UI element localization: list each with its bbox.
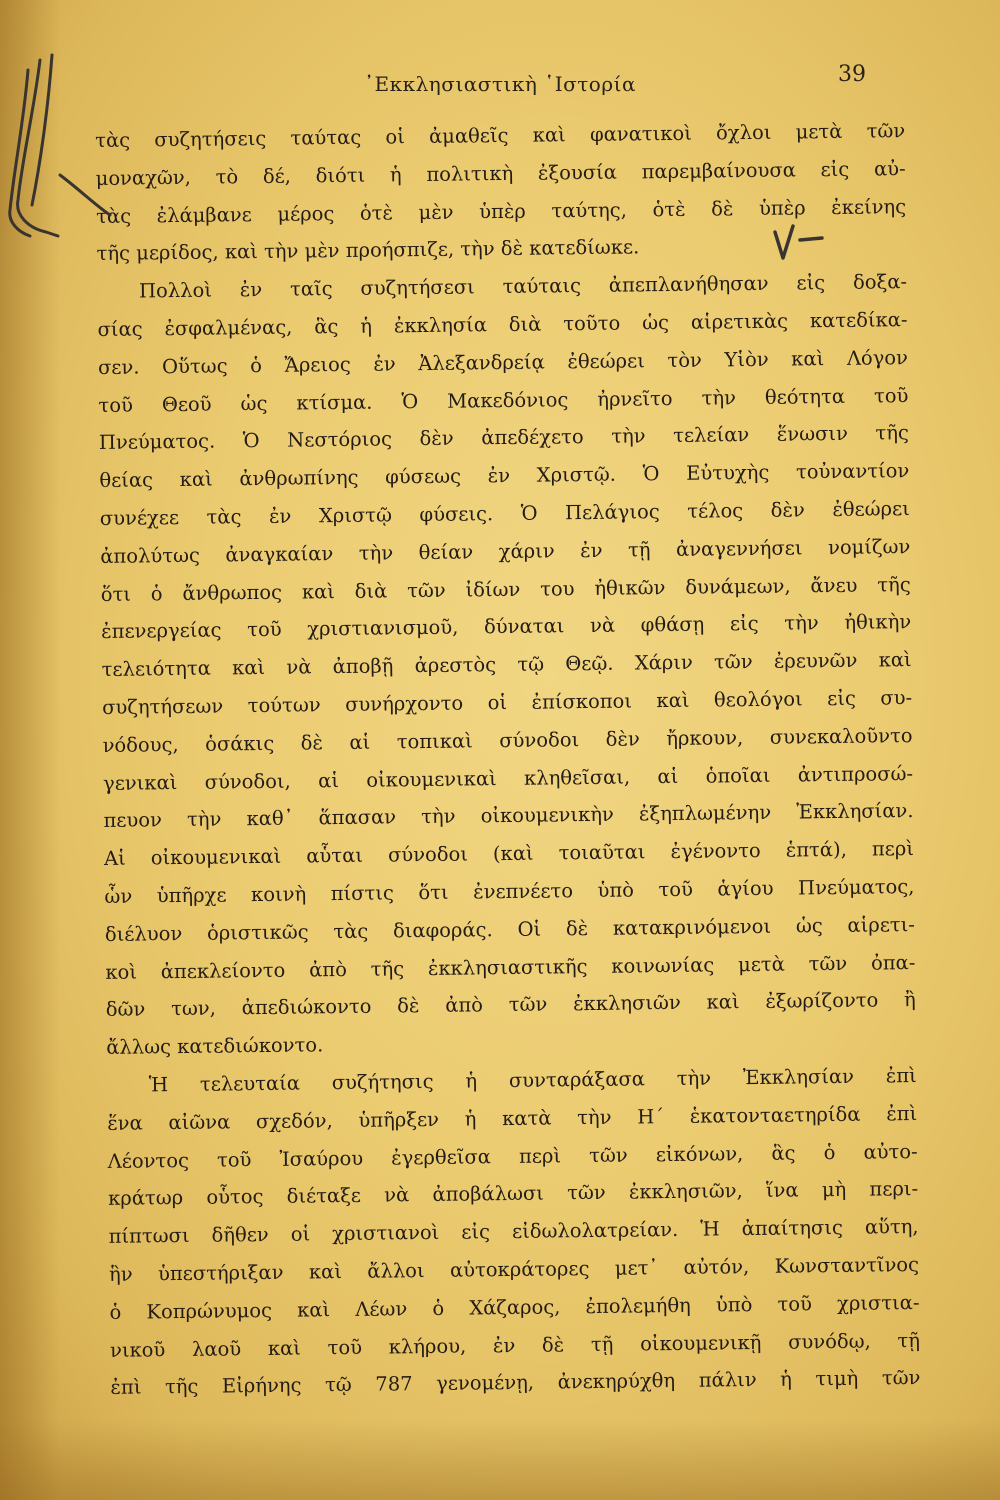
text-line: ὅτι ὁ ἄνθρωπος καὶ διὰ τῶν ἰδίων του ἠθικῶν δυνάμεων, ἄνευ τῆς	[100, 572, 911, 606]
text-line: Λέοντος τοῦ Ἰσαύρου ἐγερθεῖσα περὶ τῶν εἰκόνων, ἃς ὁ αὐτο-	[107, 1139, 918, 1173]
text-line: τὰς ἐλάμβανε μέρος ὁτὲ μὲν ὑπὲρ ταύτης, ὁτὲ δὲ ὑπὲρ ἐκείνης	[96, 194, 907, 228]
text-line: ἣν ὑπεστήριξαν καὶ ἄλλοι αὐτοκράτορες μετ᾽ αὐτόν, Κωνσταντῖνος	[108, 1252, 920, 1286]
text-line: τοῦ Θεοῦ ὡς κτίσμα. Ὁ Μακεδόνιος ἠρνεῖτο τὴν θεότητα τοῦ	[98, 383, 909, 417]
text-line: μοναχῶν, τὸ δέ, διότι ἡ πολιτικὴ ἐξουσία παρεμβαίνουσα εἰς αὐ-	[95, 156, 906, 190]
text-line: τελειότητα καὶ νὰ ἀποβῇ ἀρεστὸς τῷ Θεῷ. Χάριν τῶν ἐρευνῶν καὶ	[101, 648, 912, 682]
text-line: ἀπολύτως ἀναγκαίαν τὴν θείαν χάριν ἐν τῇ ἀναγεννήσει νομίζων	[100, 534, 911, 568]
text-line: συζητήσεων τούτων συνήρχοντο οἱ ἐπίσκοποι καὶ θεολόγοι εἰς συ-	[102, 686, 913, 719]
text-line: πευον τὴν καθ᾽ ἅπασαν τὴν οἰκουμενικὴν ἐξηπλωμένην Ἐκκλησίαν.	[103, 799, 914, 833]
paragraph-start-line: Πολλοὶ ἐν ταῖς συζητήσεσι ταύταις ἀπεπλανήθησαν εἰς δοξα-	[138, 270, 908, 303]
text-line: νόδους, ὁσάκις δὲ αἱ τοπικαὶ σύνοδοι δὲν ἤρκουν, συνεκαλοῦντο	[102, 723, 913, 757]
text-line: ἕνα αἰῶνα σχεδόν, ὑπῆρξεν ἡ κατὰ τὴν Η΄ ἑκατονταετηρίδα ἐπὶ	[107, 1101, 918, 1135]
running-title: ᾽Εκκλησιαστικὴ ῾Ιστορία	[364, 72, 636, 96]
page-number: 39	[838, 62, 866, 87]
paragraph-start-line: Ἡ τελευταία συζήτησις ἡ συνταράξασα τὴν Ἐκκλησίαν ἐπὶ	[148, 1063, 917, 1097]
text-line: τὰς συζητήσεις ταύτας οἱ ἀμαθεῖς καὶ φανατικοὶ ὄχλοι μετὰ τῶν	[95, 119, 906, 152]
body-text	[95, 112, 921, 1407]
text-line: θείας καὶ ἀνθρωπίνης φύσεως ἐν Χριστῷ. Ὁ Εὐτυχὴς τοὐναντίον	[99, 459, 910, 493]
text-line: ὧν ὑπῆρχε κοινὴ πίστις ὅτι ἐνεπνέετο ὑπὸ τοῦ ἁγίου Πνεύματος,	[104, 874, 915, 908]
text-line: σίας ἐσφαλμένας, ἃς ἡ ἐκκλησία διὰ τοῦτο ὡς αἱρετικὰς κατεδίκα-	[97, 308, 908, 341]
text-line: ἐπὶ τῆς Εἰρήνης τῷ 787 γενομένῃ, ἀνεκηρύχθη πάλιν ἡ τιμὴ τῶν	[110, 1366, 921, 1400]
text-line: νικοῦ λαοῦ καὶ τοῦ κλήρου, ἐν δὲ τῇ οἰκουμενικῇ συνόδῳ, τῇ	[109, 1328, 921, 1362]
text-line: δῶν των, ἀπεδιώκοντο δὲ ἀπὸ τῶν ἐκκλησιῶν καὶ ἐξωρίζοντο ἢ	[105, 988, 916, 1022]
text-line: κράτωρ οὗτος διέταξε νὰ ἀποβάλωσι τῶν ἐκκλησιῶν, ἵνα μὴ περι-	[108, 1177, 919, 1211]
text-line: σεν. Οὕτως ὁ Ἄρειος ἐν Ἀλεξανδρείᾳ ἐθεώρει τὸν Υἱὸν καὶ Λόγον	[97, 345, 909, 379]
text-line: γενικαὶ σύνοδοι, αἱ οἰκουμενικαὶ κληθεῖσαι, αἱ ὁποῖαι ἀντιπροσώ-	[102, 761, 914, 795]
text-line: συνέχεε τὰς ἐν Χριστῷ φύσεις. Ὁ Πελάγιος τέλος δὲν ἐθεώρει	[99, 497, 910, 530]
text-line: πίπτωσι δῆθεν οἱ χριστιανοὶ εἰς εἰδωλολατρείαν. Ἡ ἀπαίτησις αὕτη,	[108, 1215, 919, 1249]
text-line: ἄλλως κατεδιώκοντο.	[106, 1033, 324, 1060]
text-line: Πνεύματος. Ὁ Νεστόριος δὲν ἀπεδέχετο τὴν τελείαν ἕνωσιν τῆς	[98, 421, 910, 455]
text-line: κοὶ ἀπεκλείοντο ἀπὸ τῆς ἐκκλησιαστικῆς κοινωνίας μετὰ τῶν ὀπα-	[105, 950, 916, 984]
text-line: τῆς μερίδος, καὶ τὴν μὲν προήσπιζε, τὴν δὲ κατεδίωκε.	[96, 235, 640, 266]
text-line: ὁ Κοπρώνυμος καὶ Λέων ὁ Χάζαρος, ἐπολεμήθη ὑπὸ τοῦ χριστια-	[109, 1290, 920, 1324]
text-line: διέλυον ὁριστικῶς τὰς διαφοράς. Οἱ δὲ κατακρινόμενοι ὡς αἱρετι-	[104, 912, 916, 946]
text-line: ἐπενεργείας τοῦ χριστιανισμοῦ, δύναται νὰ φθάσῃ εἰς τὴν ἠθικὴν	[101, 610, 912, 644]
text-line: Αἱ οἰκουμενικαὶ αὗται σύνοδοι (καὶ τοιαῦται ἐγένοντο ἑπτά), περὶ	[103, 837, 915, 871]
